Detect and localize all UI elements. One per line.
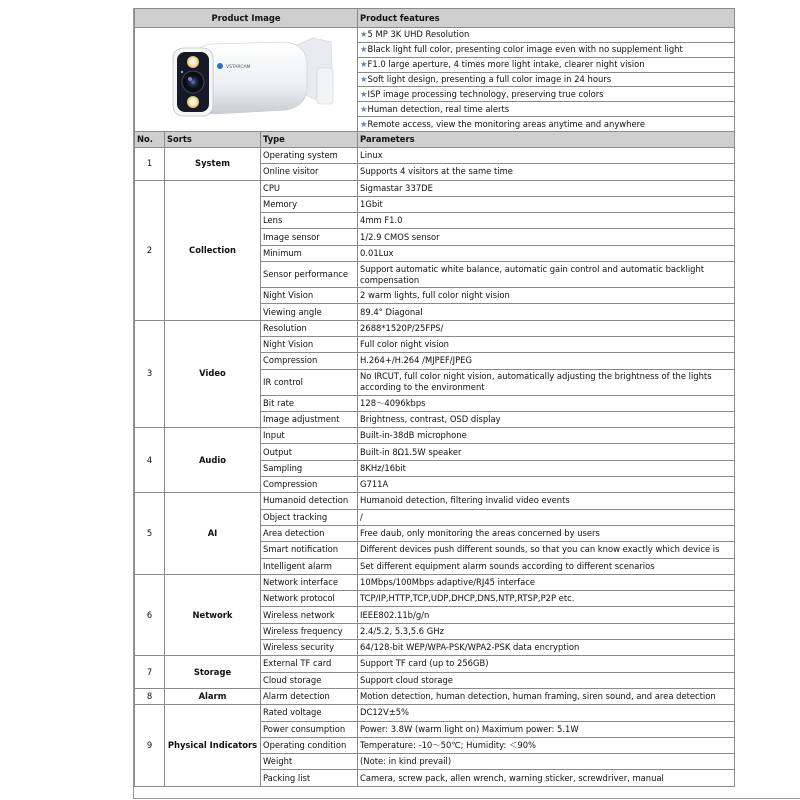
spec-type: Network interface — [261, 574, 358, 590]
spec-table — [134, 8, 735, 787]
spec-type: Rated voltage — [261, 705, 358, 721]
group-number: 8 — [135, 688, 165, 704]
feature-text — [358, 72, 735, 87]
spec-parameter: Supports 4 visitors at the same time — [358, 164, 735, 180]
spec-type: Intelligent alarm — [261, 558, 358, 574]
spec-type: Memory — [261, 196, 358, 212]
spec-parameter: Set different equipment alarm sounds according to different scenarios — [358, 558, 735, 574]
spec-parameter: Sigmastar 337DE — [358, 180, 735, 196]
feature-text — [358, 57, 735, 72]
spec-row — [135, 656, 735, 672]
spec-parameter: H.264+/H.264 /MJPEF/JPEG — [358, 353, 735, 369]
spec-type: Operating condition — [261, 737, 358, 753]
group-number: 2 — [135, 180, 165, 320]
spec-parameter: DC12V±5% — [358, 705, 735, 721]
spec-parameter: Camera, screw pack, allen wrench, warning sticker, screwdriver, manual — [358, 770, 735, 786]
spec-type: Online visitor — [261, 164, 358, 180]
col-sorts-header: Sorts — [165, 132, 261, 148]
star-icon: ★ — [360, 88, 368, 99]
star-icon: ★ — [360, 118, 368, 129]
spec-parameter: Linux — [358, 148, 735, 164]
spec-type: Object tracking — [261, 509, 358, 525]
header-row — [135, 9, 735, 28]
group-number: 4 — [135, 428, 165, 493]
feature-text — [358, 117, 735, 132]
spec-parameter: (Note: in kind prevail) — [358, 754, 735, 770]
spec-type: Bit rate — [261, 395, 358, 411]
spec-type: Viewing angle — [261, 304, 358, 320]
spec-type: External TF card — [261, 656, 358, 672]
spec-row — [135, 493, 735, 509]
spec-row — [135, 688, 735, 704]
camera-illustration — [135, 28, 357, 128]
spec-type: IR control — [261, 369, 358, 395]
spec-type: Output — [261, 444, 358, 460]
col-parameters-header: Parameters — [358, 132, 735, 148]
spec-type: Packing list — [261, 770, 358, 786]
spec-type: Power consumption — [261, 721, 358, 737]
spec-parameter: Humanoid detection, filtering invalid video events — [358, 493, 735, 509]
group-number: 7 — [135, 656, 165, 689]
spec-parameter: 128～4096kbps — [358, 395, 735, 411]
feature-label: Human detection, real time alerts — [367, 103, 510, 114]
feature-text — [358, 102, 735, 117]
spec-row — [135, 574, 735, 590]
feature-label: Black light full color, presenting color image even with no supplement light — [367, 44, 683, 55]
spec-parameter: Support cloud storage — [358, 672, 735, 688]
spec-type: Input — [261, 428, 358, 444]
spec-parameter: G711A — [358, 477, 735, 493]
group-number: 3 — [135, 320, 165, 427]
group-sort: Alarm — [165, 688, 261, 704]
spec-type: Wireless frequency — [261, 623, 358, 639]
spec-type: Image sensor — [261, 229, 358, 245]
camera-brand: VSTARCAM — [226, 65, 251, 70]
product-image-header: Product Image — [135, 9, 358, 28]
star-icon: ★ — [360, 103, 368, 114]
group-sort: Video — [165, 320, 261, 427]
group-number: 1 — [135, 148, 165, 181]
spec-row — [135, 180, 735, 196]
feature-label: F1.0 large aperture, 4 times more light intake, clearer night vision — [367, 59, 645, 70]
spec-parameter: 2688*1520P/25FPS/ — [358, 320, 735, 336]
spec-parameter: Built-in-38dB microphone — [358, 428, 735, 444]
spec-row — [135, 705, 735, 721]
spec-parameter: Built-in 8Ω1.5W speaker — [358, 444, 735, 460]
spec-type: Compression — [261, 477, 358, 493]
spec-type: Cloud storage — [261, 672, 358, 688]
spec-type: Humanoid detection — [261, 493, 358, 509]
spec-parameter: IEEE802.11b/g/n — [358, 607, 735, 623]
star-icon: ★ — [360, 44, 368, 55]
star-icon: ★ — [360, 59, 368, 70]
group-sort: System — [165, 148, 261, 181]
group-number: 6 — [135, 574, 165, 655]
spec-type: Night Vision — [261, 288, 358, 304]
feature-label: Remote access, view the monitoring areas anytime and anywhere — [367, 118, 646, 129]
spec-type: Night Vision — [261, 336, 358, 352]
group-number: 9 — [135, 705, 165, 786]
spec-type: Wireless network — [261, 607, 358, 623]
col-type-header: Type — [261, 132, 358, 148]
feature-label: Soft light design, presenting a full color image in 24 hours — [367, 73, 612, 84]
spec-parameter: Power: 3.8W (warm light on) Maximum power: 5.1W — [358, 721, 735, 737]
spec-parameter: Support TF card (up to 256GB) — [358, 656, 735, 672]
spec-parameter: 10Mbps/100Mbps adaptive/RJ45 interface — [358, 574, 735, 590]
spec-parameter: 8KHz/16bit — [358, 460, 735, 476]
feature-text — [358, 42, 735, 57]
col-no-header: No. — [135, 132, 165, 148]
column-header-row — [135, 132, 735, 148]
spec-parameter: Free daub, only monitoring the areas concerned by users — [358, 525, 735, 541]
spec-type: Compression — [261, 353, 358, 369]
spec-parameter: 64/128-bit WEP/WPA-PSK/WPA2-PSK data encryption — [358, 640, 735, 656]
spec-row — [135, 428, 735, 444]
star-icon: ★ — [360, 29, 368, 40]
star-icon: ★ — [360, 73, 368, 84]
spec-parameter: TCP/IP,HTTP,TCP,UDP,DHCP,DNS,NTP,RTSP,P2P etc. — [358, 591, 735, 607]
product-features-header: Product features — [358, 9, 735, 28]
spec-parameter: 1/2.9 CMOS sensor — [358, 229, 735, 245]
product-image — [135, 28, 358, 132]
spec-type: Alarm detection — [261, 688, 358, 704]
spec-type: Wireless security — [261, 640, 358, 656]
spec-parameter: Temperature: -10～50℃; Humidity: ＜90% — [358, 737, 735, 753]
spec-type: Image adjustment — [261, 411, 358, 427]
spec-type: Lens — [261, 213, 358, 229]
spec-parameter: 2 warm lights, full color night vision — [358, 288, 735, 304]
spec-type: Weight — [261, 754, 358, 770]
spec-parameter: No IRCUT, full color night vision, automatically adjusting the brightness of the lights according to the environment — [358, 369, 735, 395]
spec-type: Minimum — [261, 245, 358, 261]
feature-text — [358, 28, 735, 43]
spec-parameter: Motion detection, human detection, human framing, siren sound, and area detection — [358, 688, 735, 704]
group-sort: AI — [165, 493, 261, 574]
spec-type: Sensor performance — [261, 262, 358, 288]
spec-type: Area detection — [261, 525, 358, 541]
spec-parameter: 2.4/5.2, 5.3,5.6 GHz — [358, 623, 735, 639]
group-number: 5 — [135, 493, 165, 574]
spec-parameter: Different devices push different sounds, so that you can know exactly which device is — [358, 542, 735, 558]
feature-row — [135, 28, 735, 43]
spec-type: Smart notification — [261, 542, 358, 558]
spec-parameter: 0.01Lux — [358, 245, 735, 261]
group-sort: Physical Indicators — [165, 705, 261, 786]
spec-sheet — [133, 8, 800, 799]
feature-label: 5 MP 3K UHD Resolution — [367, 29, 470, 40]
spec-row — [135, 148, 735, 164]
spec-parameter: 4mm F1.0 — [358, 213, 735, 229]
group-sort: Storage — [165, 656, 261, 689]
spec-parameter: Support automatic white balance, automatic gain control and automatic backlight compensation — [358, 262, 735, 288]
group-sort: Network — [165, 574, 261, 655]
spec-type: CPU — [261, 180, 358, 196]
group-sort: Audio — [165, 428, 261, 493]
spec-parameter: 1Gbit — [358, 196, 735, 212]
spec-parameter: Brightness, contrast, OSD display — [358, 411, 735, 427]
spec-row — [135, 320, 735, 336]
spec-type: Network protocol — [261, 591, 358, 607]
feature-label: ISP image processing technology, preserving true colors — [367, 88, 604, 99]
spec-parameter: / — [358, 509, 735, 525]
spec-type: Resolution — [261, 320, 358, 336]
group-sort: Collection — [165, 180, 261, 320]
spec-type: Sampling — [261, 460, 358, 476]
spec-type: Operating system — [261, 148, 358, 164]
spec-parameter: 89.4° Diagonal — [358, 304, 735, 320]
feature-text — [358, 87, 735, 102]
spec-parameter: Full color night vision — [358, 336, 735, 352]
